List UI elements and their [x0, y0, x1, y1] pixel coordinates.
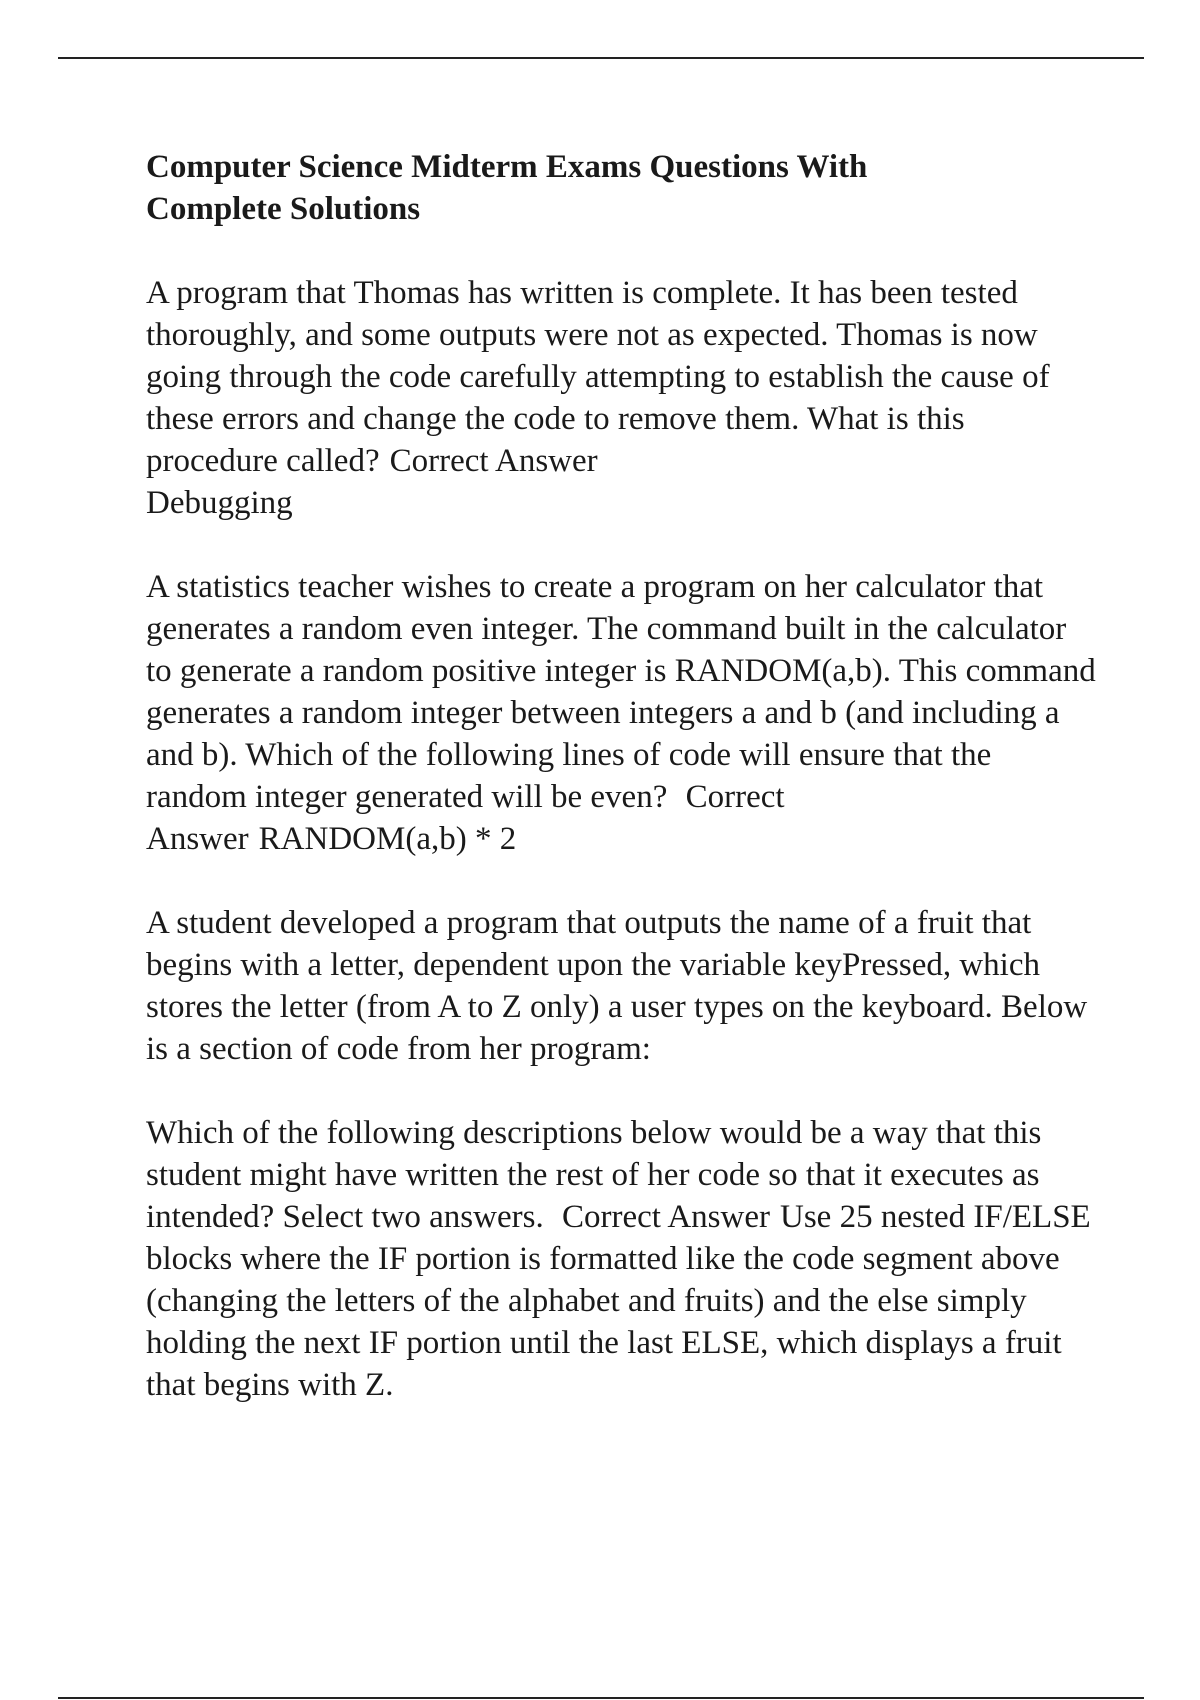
question-1-text: A program that Thomas has written is complete. It has been tested thoroughly, and some outputs were not as expected. Thomas is now going through the code carefully attempting to establish the cause of these errors and change the code to remove them. What is this procedure called? [146, 275, 1050, 479]
question-4-answer-label: Correct Answer [561, 1199, 770, 1235]
document-title: Computer Science Midterm Exams Questions With Complete Solutions [146, 149, 868, 227]
question-1-answer: Debugging [146, 485, 293, 521]
question-3 [146, 902, 1096, 1070]
question-1-answer-label: Correct Answer [389, 443, 598, 479]
question-2-text: A statistics teacher wishes to create a program on her calculator that generates a random even integer. The command built in the calculator to generate a random positive integer is RANDOM(a,b). This command generates a random integer between integers a and b (and including a and b). Which of the following lines of code will ensure that the random integer generated will be even? [146, 569, 1096, 815]
question-2-answer: RANDOM(a,b) * 2 [258, 821, 517, 857]
question-4-answer: Use 25 nested IF/ELSE blocks where the IF portion is formatted like the code segment above (changing the letters of the alphabet and fruits) and the else simply holding the next IF portion until the last ELSE, which displays a fruit that begins with Z. [146, 1199, 1091, 1403]
document-body [146, 146, 1096, 1448]
question-4-text: Which of the following descriptions below would be a way that this student might have written the rest of her code so that it executes as intended? Select two answers. [146, 1115, 1042, 1235]
question-4 [146, 1112, 1096, 1406]
question-2-answer-label: Correct Answer [146, 779, 785, 857]
top-rule [58, 57, 1144, 59]
question-2 [146, 566, 1096, 860]
bottom-rule [58, 1697, 1144, 1699]
question-3-text: A student developed a program that outputs the name of a fruit that begins with a letter, dependent upon the variable keyPressed, which stores the letter (from A to Z only) a user types on the keyboard. Below is a section of code from her program: [146, 905, 1088, 1067]
question-1 [146, 272, 1096, 524]
